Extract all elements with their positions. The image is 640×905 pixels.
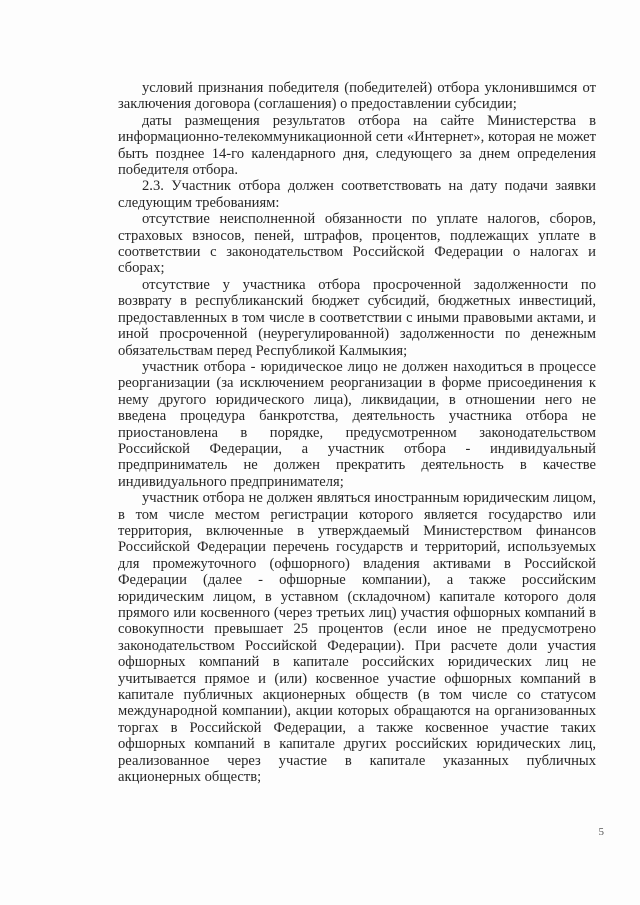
- page-number: 5: [598, 826, 604, 838]
- paragraph-no-overdue-debt: отсутствие у участника отбора просроченной задолженности по возврату в республиканский бюджет субсидий, бюджетных инвестиций, предоставленных в том числе в соответствии с иными правовыми актами, и иной просроченной (неурегулированной) задолженности по денежным обязательствам перед Республикой Калмыкия;: [118, 276, 596, 359]
- paragraph-not-foreign-entity: участник отбора не должен являться иностранным юридическим лицом, в том числе местом регистрации которого является государство или территория, включенные в утверждаемый Министерством финансов Российской Федерации перечень государств и территорий, используемых для промежуточного (офшорного) владения активами в Российской Федерации (далее - офшорные компании), а также российским юридическим лицом, в уставном (складочном) капитале которого доля прямого или косвенного (через третьих лиц) участия офшорных компаний в совокупности превышает 25 процентов (если иное не предусмотрено законодательством Российской Федерации). При расчете доли участия офшорных компаний в капитале российских юридических лиц не учитывается прямое и (или) косвенное участие офшорных компаний в капитале публичных акционерных обществ (в том числе со статусом международной компании), акции которых обращаются на организованных торгах в Российской Федерации, а также косвенное участие таких офшорных компаний в капитале других российских юридических лиц, реализованное через участие в капитале указанных публичных акционерных обществ;: [118, 490, 596, 786]
- paragraph-no-tax-debt: отсутствие неисполненной обязанности по уплате налогов, сборов, страховых взносов, пеней, штрафов, процентов, подлежащих уплате в соответствии с законодательством Российской Федерации о налогах и сборах;: [118, 211, 596, 277]
- paragraph-section-2-3: 2.3. Участник отбора должен соответствовать на дату подачи заявки следующим требованиям:: [118, 178, 596, 211]
- document-body: [118, 80, 596, 785]
- paragraph-no-reorganization: участник отбора - юридическое лицо не должен находиться в процессе реорганизации (за исключением реорганизации в форме присоединения к нему другого юридического лица), ликвидации, в отношении него не введена процедура банкротства, деятельность участника отбора не приостановлена в порядке, предусмотренном законодательством Российской Федерации, а участник отбора - индивидуальный предприниматель не должен прекратить деятельность в качестве индивидуального предпринимателя;: [118, 358, 596, 490]
- paragraph-offer-evasion-conditions: условий признания победителя (победителей) отбора уклонившимся от заключения договора (соглашения) о предоставлении субсидии;: [118, 80, 596, 113]
- paragraph-results-publication-date: даты размещения результатов отбора на сайте Министерства в информационно-телекоммуникационной сети «Интернет», которая не может быть позднее 14-го календарного дня, следующего за днем определения победителя отбора.: [118, 112, 596, 179]
